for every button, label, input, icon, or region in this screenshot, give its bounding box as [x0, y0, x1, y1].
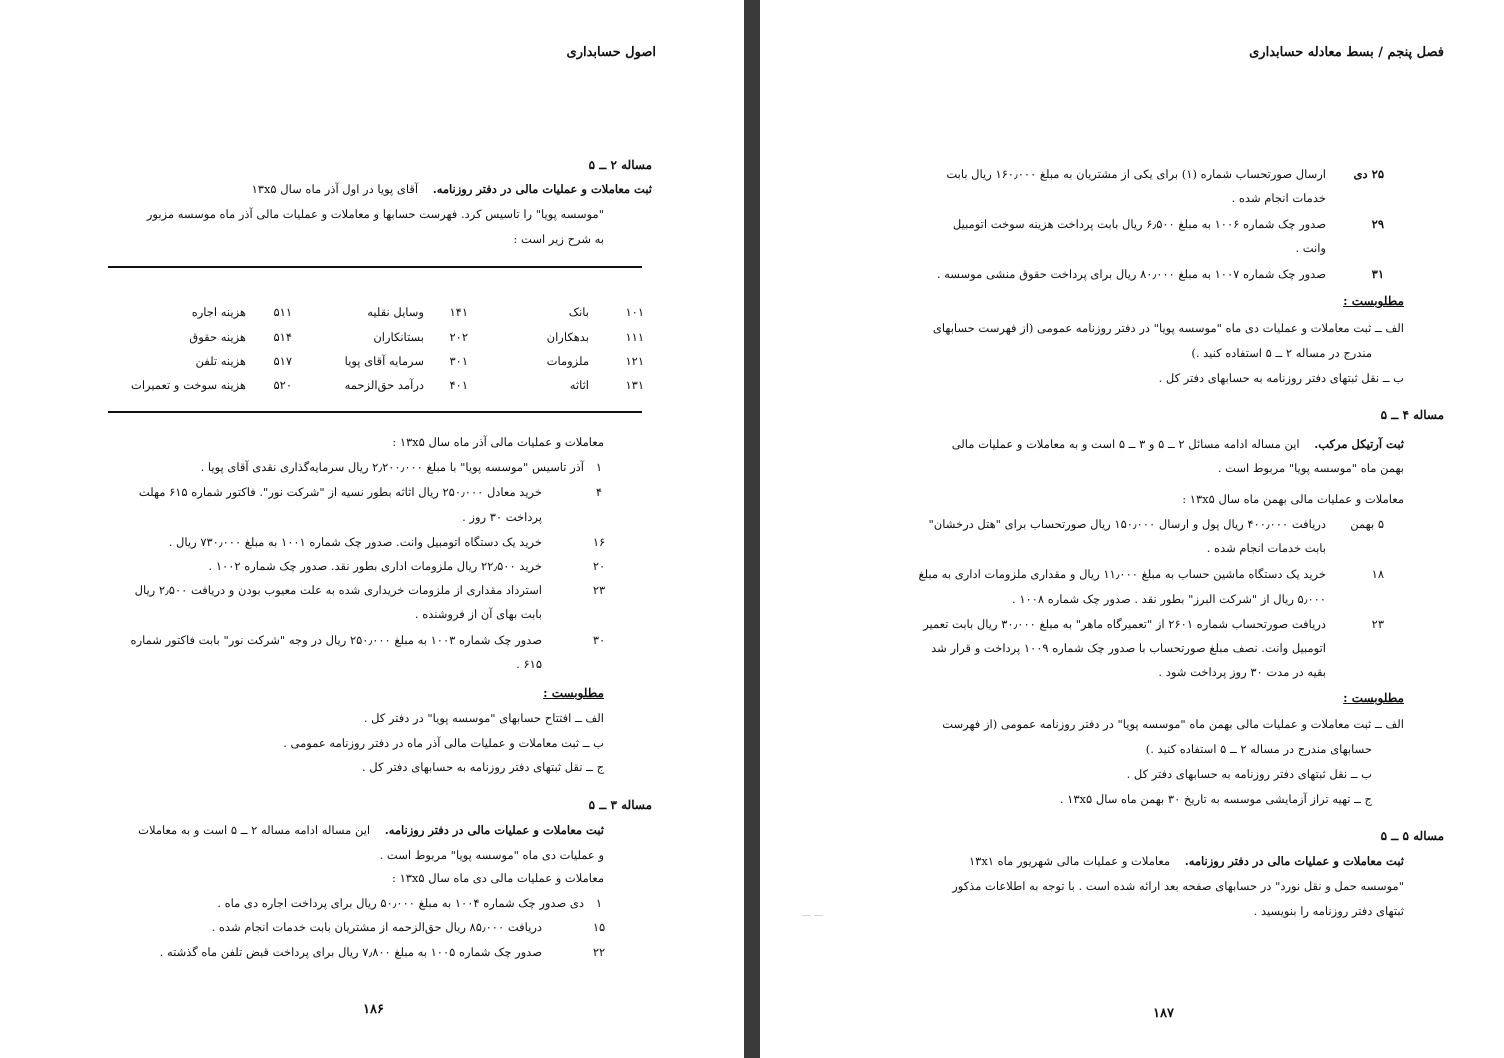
transaction-day: ۳۰ — [592, 633, 606, 647]
required-item: ب ــ نقل ثبتهای دفتر روزنامه به حسابهای دفتر کل . — [1126, 767, 1372, 781]
required-item: حسابهای مندرج در مساله ۲ ــ ۵ استفاده کنید .) — [1145, 742, 1372, 756]
account-code: ۵۲۰ — [273, 378, 292, 392]
required-item: ج ــ تهیه تراز آزمایشی موسسه به تاریخ ۳۰ بهمن ماه سال ۱۳x۵ . — [1059, 792, 1372, 806]
transaction-text: بابت بهای آن از فروشنده . — [414, 607, 542, 621]
problem-4-5-intro-text: این مساله ادامه مسائل ۲ ــ ۵ و ۳ ــ ۵ است و به معاملات و عملیات مالی — [951, 437, 1300, 451]
problem-5-5-intro-line-2: "موسسه حمل و نقل نورد" در حسابهای صفحه بعد ارائه شده است . با توجه به اطلاعات مذکور — [952, 879, 1404, 893]
problem-5-5-intro-line-3: ثبتهای دفتر روزنامه را بنویسید . — [1253, 904, 1404, 918]
account-code: ۵۱۴ — [273, 330, 292, 344]
book-spine — [744, 0, 760, 1058]
account-code: ۳۰۱ — [449, 354, 468, 368]
problem-5-5-intro-line-1 — [969, 849, 1404, 873]
problem-3-5-intro-line-1 — [138, 818, 604, 842]
account-name: هزینه حقوق — [189, 330, 246, 344]
transaction-text: دریافت صورتحساب شماره ۲۶۰۱ از "تعمیرگاه ماهر" به مبلغ ۳۰٫۰۰۰ ریال بابت تعمیر — [923, 617, 1326, 631]
problem-5-5-intro-bold: ثبت معاملات و عملیات مالی در دفتر روزنامه. — [1184, 854, 1404, 868]
account-name: اثاثه — [569, 378, 589, 392]
transaction-text: خرید ۲۲٫۵۰۰ ریال ملزومات اداری بطور نقد. صدور چک شماره ۱۰۰۲ . — [208, 559, 542, 573]
problem-2-5-intro-bold: ثبت معاملات و عملیات مالی در دفتر روزنامه. — [432, 182, 652, 196]
transaction-text: خرید یک دستگاه اتومبیل وانت. صدور چک شماره ۱۰۰۱ به مبلغ ۷۳۰٫۰۰۰ ریال . — [168, 535, 542, 549]
account-name: درآمد حق‌الزحمه — [344, 378, 424, 392]
problem-2-5-title: مساله ۲ ــ ۵ — [588, 158, 652, 172]
required-title: مطلوبست : — [1343, 294, 1404, 308]
account-code: ۱۱۱ — [625, 330, 644, 344]
transaction-text: پرداخت ۳۰ روز . — [462, 510, 542, 524]
transaction-text: استرداد مقداری از ملزومات خریداری شده به علت معیوب بودن و دریافت ۲٫۵۰۰ ریال — [134, 583, 542, 597]
transaction-text: دریافت ۸۵٫۰۰۰ ریال حق‌الزحمه از مشتریان بابت خدمات انجام شده . — [211, 920, 542, 934]
problem-3-5-title: مساله ۳ ــ ۵ — [588, 798, 652, 812]
account-name: هزینه سوخت و تعمیرات — [131, 378, 246, 392]
transaction-text: صدور چک شماره ۱۰۰۷ به مبلغ ۸۰٫۰۰۰ ریال برای پرداخت حقوق منشی موسسه . — [936, 267, 1326, 281]
transaction-text: خرید یک دستگاه ماشین حساب به مبلغ ۱۱٫۰۰۰ ریال و مقداری ملزومات اداری به مبلغ — [918, 567, 1326, 581]
transaction-day: ۴ — [595, 485, 603, 499]
required-item: الف ــ ثبت معاملات و عملیات مالی بهمن ماه "موسسه پویا" در دفتر روزنامه عمومی (از فهرست — [942, 717, 1404, 731]
account-code: ۱۲۱ — [625, 354, 644, 368]
account-code: ۱۳۱ — [625, 378, 644, 392]
transaction-day: ۲۳ — [1371, 617, 1384, 631]
required-item: الف ــ ثبت معاملات و عملیات دی ماه "موسسه پویا" در دفتر روزنامه عمومی (از فهرست حسابهای — [932, 321, 1404, 335]
transaction-day: ۲۹ — [1371, 217, 1384, 231]
problem-3-5-intro-bold: ثبت معاملات و عملیات مالی در دفتر روزنامه. — [384, 823, 604, 837]
transaction-day: ۱۵ — [592, 920, 606, 934]
problem-2-5-intro-text: آقای پویا در اول آذر ماه سال ۱۳x۵ — [251, 182, 419, 196]
transaction-text: ۵٫۰۰۰ ریال از "شرکت البرز" بطور نقد . صدور چک شماره ۱۰۰۸ . — [1012, 592, 1326, 606]
transaction-day: ۳۱ — [1371, 267, 1384, 281]
problem-4-5-intro-line-1 — [952, 432, 1404, 456]
transaction-day: ۱ — [595, 460, 603, 474]
problem-3-5-transactions-title: معاملات و عملیات مالی دی ماه سال ۱۳x۵ : — [392, 871, 604, 885]
problem-3-5-intro-line-2: و عملیات دی ماه "موسسه پویا" مربوط است . — [379, 848, 604, 862]
right-page-number: ۱۸۷ — [1153, 1006, 1174, 1021]
transaction-day: ۱۸ — [1371, 567, 1384, 581]
transaction-day: ۱۶ — [592, 535, 606, 549]
transaction-text: ۶۱۵ . — [516, 657, 542, 671]
transaction-text: ارسال صورتحساب شماره (۱) برای یکی از مشتریان به مبلغ ۱۶۰٫۰۰۰ ریال بابت — [946, 167, 1326, 181]
transaction-text: خدمات انجام شده . — [1231, 191, 1326, 205]
account-name: بستانکاران — [373, 330, 424, 344]
transaction-text: صدور چک شماره ۱۰۰۵ به مبلغ ۷٫۸۰۰ ریال برای پرداخت قبض تلفن ماه گذشته . — [159, 945, 542, 959]
account-name: سرمایه آقای پویا — [344, 354, 424, 368]
transaction-text: خرید معادل ۲۵۰٫۰۰۰ ریال اثاثه بطور نسیه از "شرکت نور". فاکتور شماره ۶۱۵ مهلت — [138, 485, 542, 499]
problem-4-5-required-title: مطلوبست : — [1343, 691, 1404, 705]
account-code: ۲۰۲ — [449, 330, 468, 344]
right-page-header: فصل پنجم / بسط معادله حسابداری — [1249, 45, 1444, 60]
required-item: مندرج در مساله ۲ ــ ۵ استفاده کنید .) — [1191, 346, 1372, 360]
transaction-text: صدور چک شماره ۱۰۰۶ به مبلغ ۶٫۵۰۰ ریال بابت پرداخت هزینه سوخت اتومبیل — [952, 217, 1326, 231]
problem-4-5-intro-line-2: بهمن ماه "موسسه پویا" مربوط است . — [1217, 461, 1404, 475]
problem-4-5-title: مساله ۴ ــ ۵ — [1380, 408, 1444, 422]
problem-4-5-intro-bold: ثبت آرتیکل مرکب. — [1314, 437, 1404, 451]
account-name: بانک — [568, 305, 589, 319]
margin-mark: ﹏ ﹏ — [802, 908, 823, 918]
account-code: ۱۴۱ — [449, 305, 468, 319]
transaction-day: ۵ بهمن — [1350, 517, 1384, 531]
transaction-text: صدور چک شماره ۱۰۰۳ به مبلغ ۲۵۰٫۰۰۰ ریال در وجه "شرکت نور" بابت فاکتور شماره — [130, 633, 542, 647]
transaction-day: ۲۰ — [592, 559, 606, 573]
problem-5-5-title: مساله ۵ ــ ۵ — [1380, 829, 1444, 843]
problem-5-5-intro-text: معاملات و عملیات مالی شهریور ماه ۱۳x۱ — [968, 854, 1171, 868]
transaction-text: بابت خدمات انجام شده . — [1206, 541, 1326, 555]
transaction-text: وانت . — [1295, 241, 1326, 255]
transaction-day: ۲۵ دی — [1353, 167, 1384, 181]
transaction-text: دی صدور چک شماره ۱۰۰۴ به مبلغ ۵۰٫۰۰۰ ریال برای پرداخت اجاره دی ماه . — [217, 896, 584, 910]
required-item: الف ــ افتتاح حسابهای "موسسه پویا" در دفتر کل . — [363, 711, 604, 725]
problem-2-5-intro-line-3: به شرح زیر است : — [513, 232, 604, 246]
problem-4-5-transactions-title: معاملات و عملیات مالی بهمن ماه سال ۱۳x۵ : — [1182, 492, 1404, 506]
left-page-number: ۱۸۶ — [363, 1002, 384, 1017]
transaction-day: ۲۲ — [592, 945, 606, 959]
accounts-bottom-rule — [108, 411, 642, 413]
transaction-text: اتومبیل وانت. نصف مبلغ صورتحساب با صدور چک شماره ۱۰۰۹ پرداخت و قرار شد — [931, 641, 1326, 655]
problem-2-5-transactions-title: معاملات و عملیات مالی آذر ماه سال ۱۳x۵ : — [392, 435, 604, 449]
required-item: ب ــ ثبت معاملات و عملیات مالی آذر ماه در دفتر روزنامه عمومی . — [283, 736, 604, 750]
account-name: هزینه تلفن — [195, 354, 246, 368]
problem-2-5-required-title: مطلوبست : — [543, 686, 604, 700]
problem-2-5-intro-line-2: "موسسه پویا" را تاسیس کرد. فهرست حسابها و معاملات و عملیات مالی آذر ماه موسسه مزبور — [146, 207, 604, 221]
left-page-header: اصول حسابداری — [566, 45, 656, 60]
transaction-text: بقیه در مدت ۳۰ روز پرداخت شود . — [1158, 665, 1326, 679]
left-page — [0, 0, 744, 1058]
account-name: ملزومات — [546, 354, 589, 368]
account-name: هزینه اجاره — [191, 305, 246, 319]
transaction-day: ۱ — [595, 896, 603, 910]
transaction-day: ۲۳ — [592, 583, 606, 597]
problem-3-5-intro-text: این مساله ادامه مساله ۲ ــ ۵ است و به معاملات — [138, 823, 371, 837]
account-code: ۱۰۱ — [625, 305, 644, 319]
account-code: ۵۱۷ — [273, 354, 292, 368]
account-name: بدهکاران — [546, 330, 589, 344]
required-item: ب ــ نقل ثبتهای دفتر روزنامه به حسابهای دفتر کل . — [1158, 371, 1404, 385]
right-page — [760, 0, 1504, 1058]
account-code: ۵۱۱ — [273, 305, 292, 319]
required-item: ج ــ نقل ثبتهای دفتر روزنامه به حسابهای دفتر کل . — [361, 760, 604, 774]
transaction-text: آذر تاسیس "موسسه پویا" با مبلغ ۲٫۲۰۰٫۰۰۰ ریال سرمایه‌گذاری نقدی آقای پویا . — [200, 460, 584, 474]
account-name: وسایل نقلیه — [367, 305, 424, 319]
account-code: ۴۰۱ — [449, 378, 468, 392]
transaction-text: دریافت ۴۰۰٫۰۰۰ ریال پول و ارسال ۱۵۰٫۰۰۰ ریال صورتحساب برای "هتل درخشان" — [928, 517, 1326, 531]
